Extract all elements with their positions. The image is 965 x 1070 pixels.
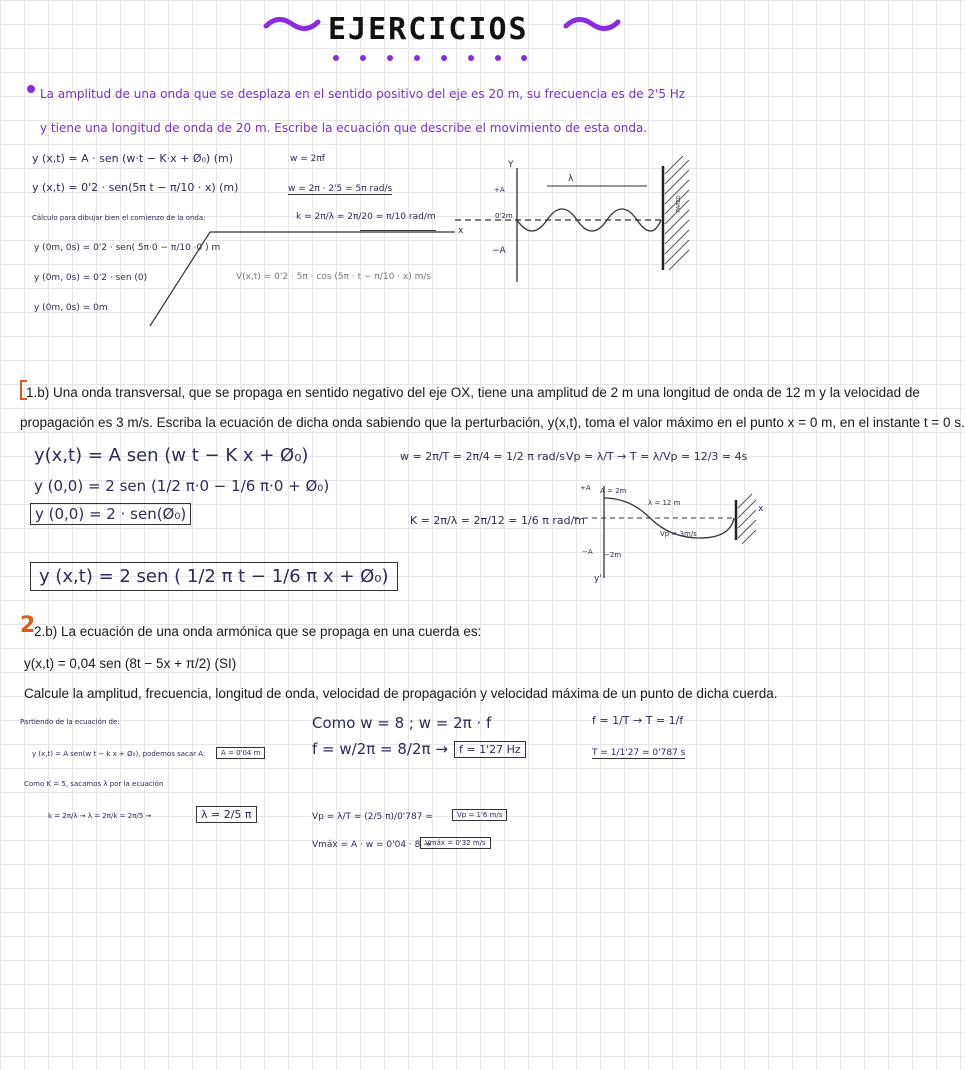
ex1-y-line3: y (0m, 0s) = 0m [34, 303, 108, 313]
ex1-equation-specific: y (x,t) = 0'2 · sen(5π t − π/10 · x) (m) [32, 181, 239, 194]
ex1b-diagram-amp-minus: −2m [604, 551, 622, 559]
ex2b-vp-calc: Vp = λ/T = (2/5 π)/0'787 = [312, 812, 433, 822]
ex1b-diagram-y-axis: y' [594, 574, 602, 584]
ex2b-period-formula: f = 1/T → T = 1/f [592, 714, 684, 727]
svg-text:2: 2 [20, 613, 36, 638]
ex2b-statement-line2: y(x,t) = 0,04 sen (8t − 5x + π/2) (SI) [24, 656, 237, 671]
ex1-diagram-y-axis: Y [508, 160, 514, 170]
ex2b-statement-line3: Calcule la amplitud, frecuencia, longitud de onda, velocidad de propagación y velocidad máxima de un punto de dicha cuerda. [24, 686, 778, 701]
ex1-diagram-minus-a: −A [492, 246, 506, 256]
ex1-calc-note: Cálculo para dibujar bien el comienzo de la onda: [32, 214, 206, 222]
ex1-statement-line1: La amplitud de una onda que se desplaza en el sentido positivo del eje es 20 m, su frecuencia es de 2'5 Hz [40, 87, 686, 101]
ex1b-diagram-plus-a: +A [580, 484, 591, 492]
ex1-y-line1: y (0m, 0s) = 0'2 · sen( 5π·0 − π/10 ·0 ) m [34, 243, 221, 253]
ex1b-statement-line1: 1.b) Una onda transversal, que se propaga en sentido negativo del eje OX, tiene una amplitud de 2 m una longitud de onda de 12 m y la velocidad de [26, 385, 920, 400]
ex2b-amplitude-result: A = 0'04 m [216, 747, 265, 759]
ex2b-como-k: Como K = 5, sacamos λ por la ecuación [24, 780, 164, 788]
ex1-y-line2: y (0m, 0s) = 0'2 · sen (0) [34, 273, 148, 283]
ex2b-vp-result: Vp = 1'6 m/s [452, 809, 507, 821]
ex2b-vmax-calc: Vmáx = A · w = 0'04 · 8 → [312, 840, 431, 850]
ex1-equation-general: y (x,t) = A · sen (w·t − K·x + Ø₀) (m) [32, 152, 233, 165]
ex1b-diagram-minus-a: −A [582, 548, 593, 556]
ex1-w-formula: w = 2πf [290, 154, 325, 164]
ex2b-lambda-calc: k = 2π/λ → λ = 2π/k = 2π/5 → [48, 812, 152, 820]
ex1-diagram-amplitude: 0'2m [495, 212, 513, 220]
ex2b-como-w: Como w = 8 ; w = 2π · f [312, 714, 492, 732]
left-squiggle-decoration [262, 12, 322, 36]
ex1-diagram-wall-label: PARED [676, 195, 682, 212]
ex1b-w-calc: w = 2π/T = 2π/4 = 1/2 π rad/s [400, 450, 565, 463]
ex1b-simplified-eq: y (0,0) = 2 · sen(Ø₀) [30, 503, 191, 525]
ex1b-diagram-lambda: λ = 12 m [648, 499, 681, 507]
ex1b-substitution: y (0,0) = 2 sen (1/2 π·0 − 1/6 π·0 + Ø₀) [34, 477, 330, 495]
ex1b-k-calc: K = 2π/λ = 2π/12 = 1/6 π rad/m [410, 514, 585, 527]
ex1b-diagram-x-axis: x [758, 504, 764, 514]
ex2b-statement-line1: 2.b) La ecuación de una onda armónica que se propaga en una cuerda es: [34, 624, 482, 639]
ex1-k-formula: k = 2π/λ = 2π/20 = π/10 rad/m [296, 212, 436, 222]
ex2b-vmax-result: Vmáx = 0'32 m/s [420, 837, 491, 849]
ex1-wave-diagram [455, 150, 725, 300]
ex1b-final-equation: y (x,t) = 2 sen ( 1/2 π t − 1/6 π x + Ø₀) [30, 562, 398, 591]
ex1b-period-calc: Vp = λ/T → T = λ/Vp = 12/3 = 4s [566, 450, 748, 463]
ex1-diagram-x-axis: x [458, 226, 464, 236]
ex1b-diagram-speed: Vp = 3m/s [660, 530, 697, 538]
ex1-statement-line2: y tiene una longitud de onda de 20 m. Escribe la ecuación que describe el movimiento de esta onda. [40, 121, 648, 135]
ex1-diagram-lambda: λ [568, 174, 574, 184]
ex1b-diagram-amp-plus: A = 2m [600, 487, 627, 495]
right-squiggle-decoration [562, 12, 622, 36]
ex2b-from-equation: Partiendo de la ecuación de: [20, 718, 120, 726]
page-title: EJERCICIOS [328, 12, 529, 47]
ex1-velocity-eq: V(x,t) = 0'2 · 5π · cos (5π · t − π/10 · x) m/s [236, 272, 432, 282]
ex1-diagram-plus-a: +A [494, 186, 505, 194]
dots-decoration [330, 52, 530, 64]
ex2b-general-eq: y (x,t) = A sen(w t − k x + Ø₀), podemos sacar A: [32, 750, 206, 758]
ex2b-period-result: T = 1/1'27 = 0'787 s [592, 748, 686, 758]
ex1b-statement-line2: propagación es 3 m/s. Escriba la ecuación de dicha onda sabiendo que la perturbación, y(x,t), toma el valor máximo en el punto x = 0 m, en el instante t = 0 s. [20, 415, 965, 430]
ex2b-frequency-calc: f = w/2π = 8/2π → [312, 740, 448, 758]
ex2b-lambda-result: λ = 2/5 π [196, 806, 257, 823]
ex1b-general-eq: y(x,t) = A sen (w t − K x + Ø₀) [34, 445, 309, 466]
bullet-icon [26, 84, 36, 94]
ex2b-frequency-result: f = 1'27 Hz [454, 741, 526, 758]
ex1-w-value: w = 2π · 2'5 = 5π rad/s [288, 184, 393, 194]
